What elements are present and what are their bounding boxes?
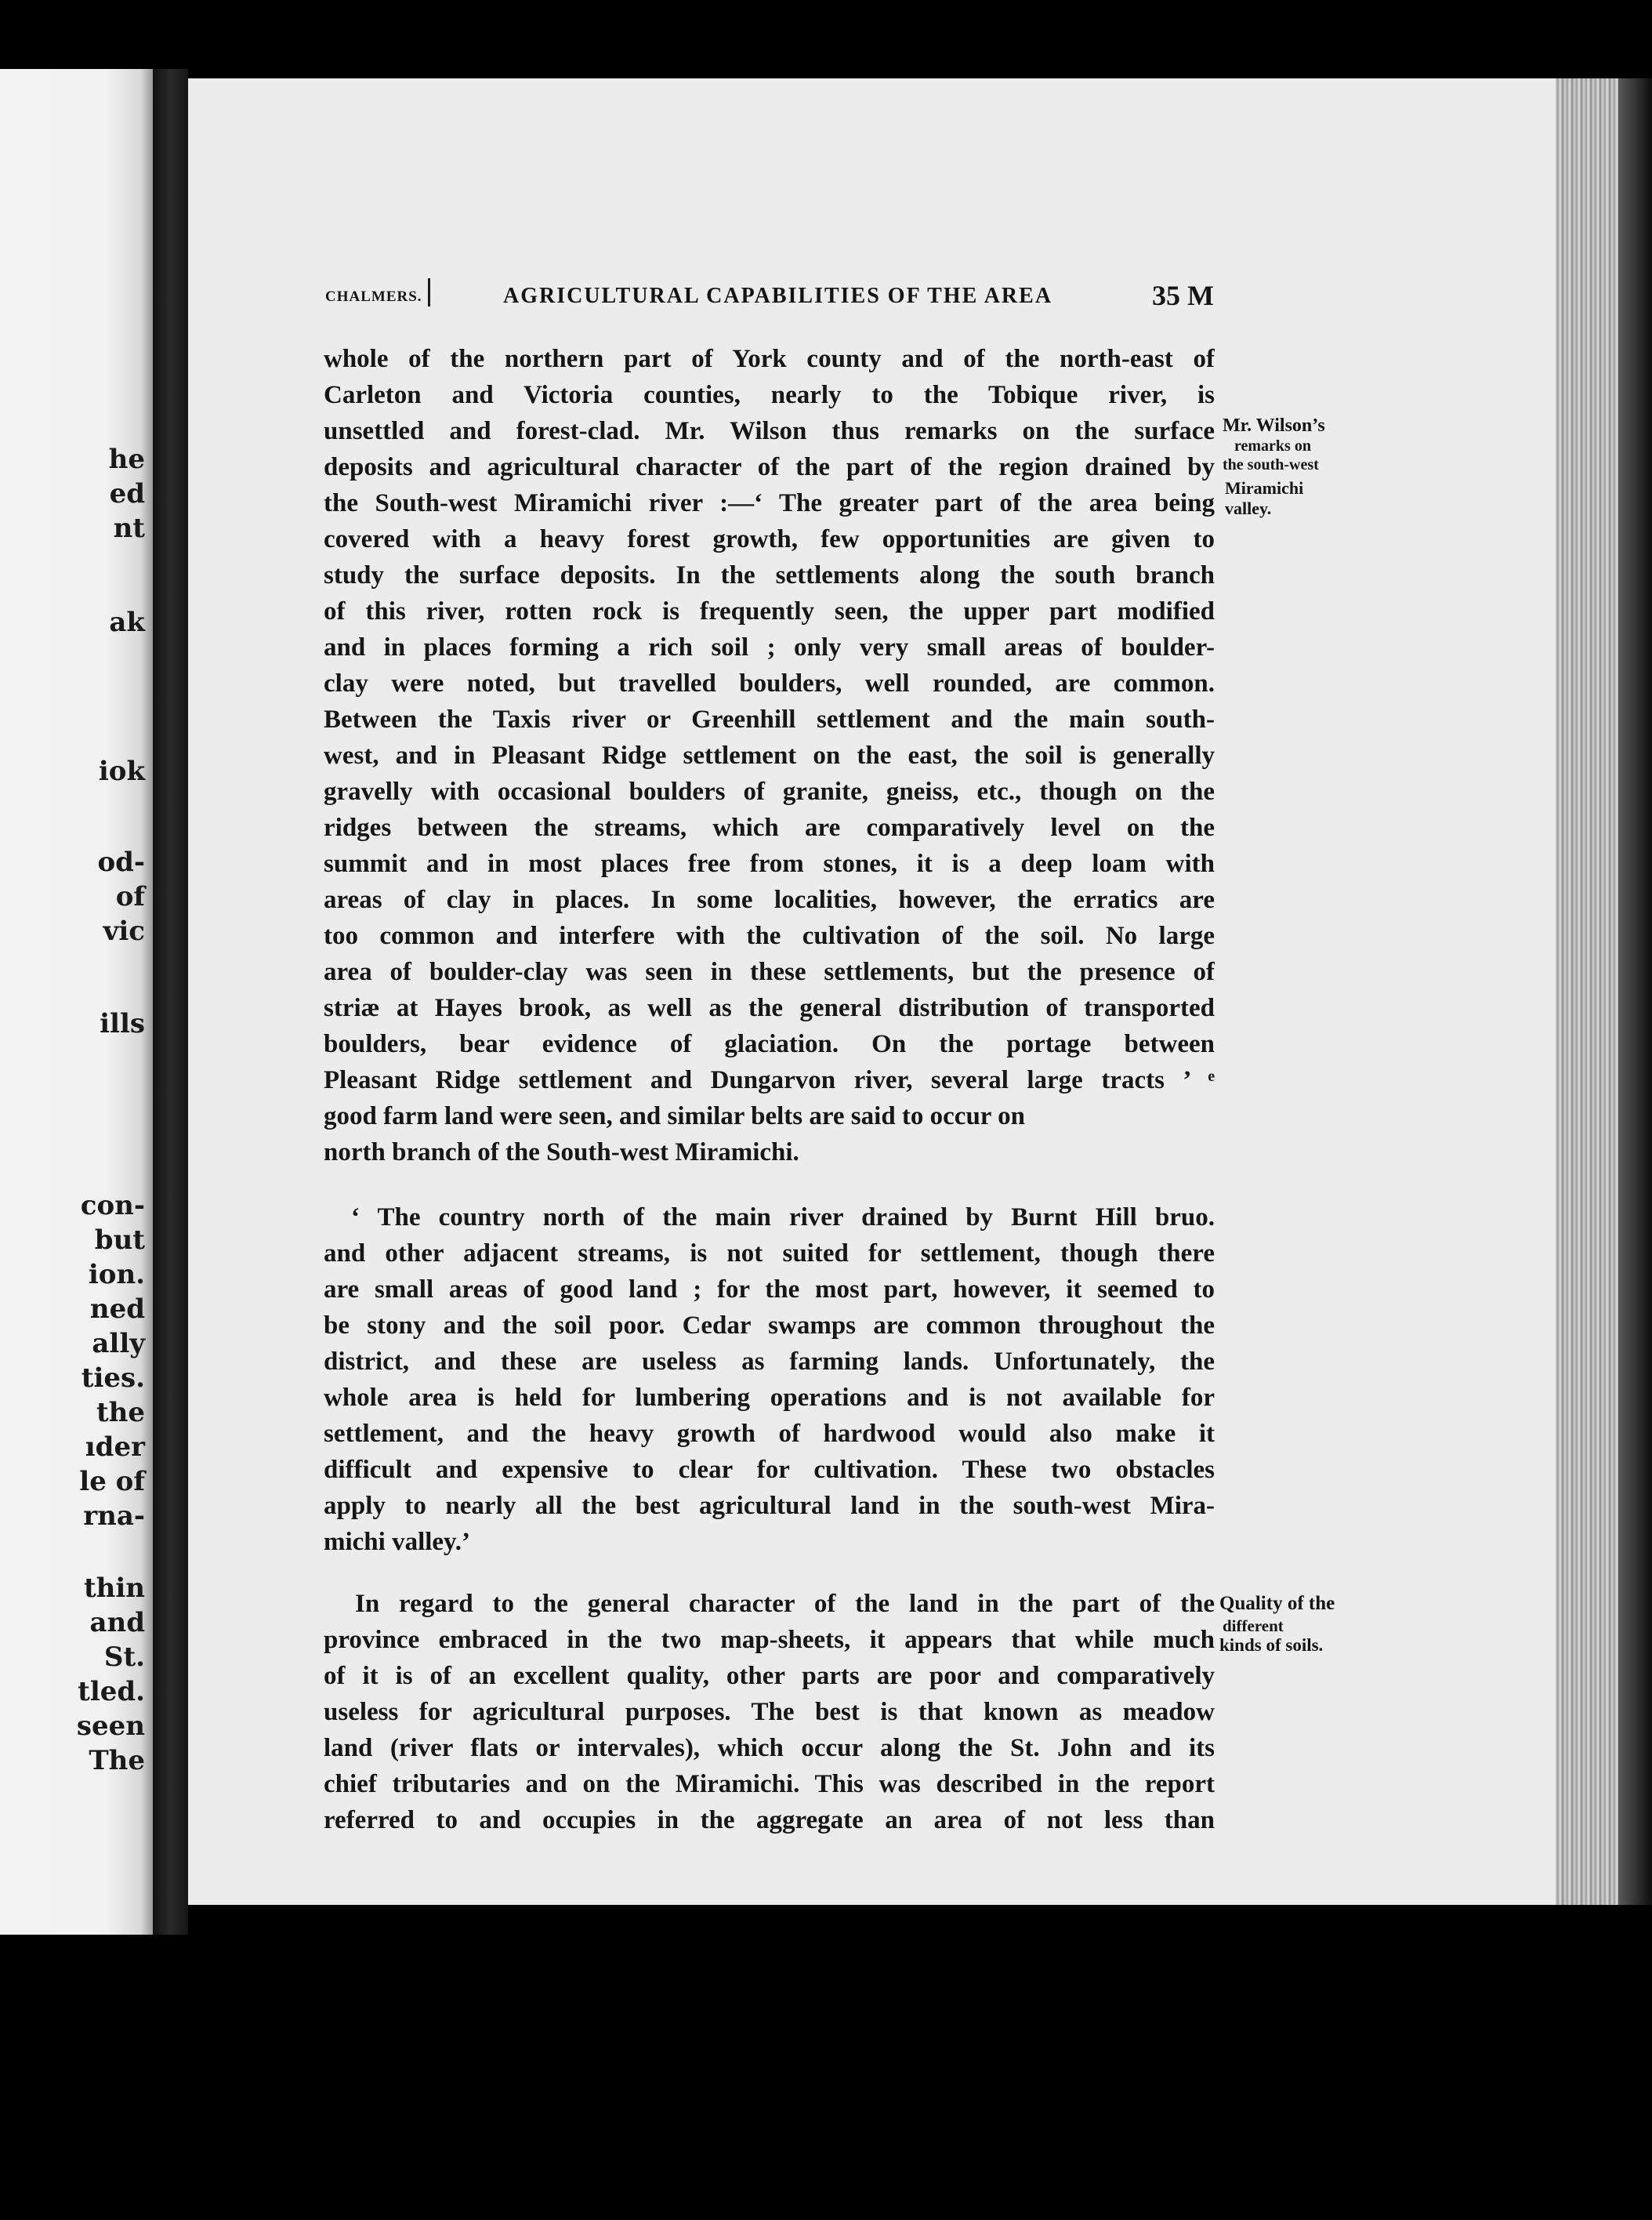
body-line: province embraced in the two map-sheets, it appears that while much [324,1626,1215,1654]
sidenote-line: Mr. Wilson’s [1223,415,1325,436]
left-page-fragment: he [108,444,145,475]
left-page-fragment: ion. [88,1259,145,1290]
body-line: useless for agricultural purposes. The best is that known as meadow [324,1698,1215,1726]
body-line: and in places forming a rich soil ; only very small areas of boulder- [324,633,1215,662]
page-stack-edge [1556,78,1618,1905]
left-page-fragment: The [89,1745,145,1776]
body-line: the South-west Miramichi river :—‘ The greater part of the area being [324,489,1215,517]
left-page-fragment: St. [103,1641,145,1673]
left-page-fragment: ally [92,1328,145,1359]
sidenote-line: different [1223,1616,1284,1635]
body-line: land (river flats or intervales), which occur along the St. John and its [324,1734,1215,1762]
left-page-fragment: vic [103,916,145,947]
body-line: whole of the northern part of York county and of the north-east of [324,345,1215,373]
body-line: of it is of an excellent quality, other parts are poor and comparatively [324,1662,1215,1690]
body-line: areas of clay in places. In some localities, however, the erratics are [324,886,1215,914]
left-page-fragment: thin [83,1572,145,1604]
left-page-fragment: ak [109,607,145,638]
left-page-fragment: nt [113,513,145,544]
left-page-fragment: rna- [83,1500,145,1532]
sidenote-line: the south-west [1223,456,1319,473]
body-line: striæ at Hayes brook, as well as the general distribution of transported [324,994,1215,1022]
body-line: unsettled and forest-clad. Mr. Wilson thus remarks on the surface [324,417,1215,445]
body-line: difficult and expensive to clear for cultivation. These two obstacles [324,1456,1215,1484]
left-page-fragment: ed [109,478,145,510]
body-line: be stony and the soil poor. Cedar swamps are common throughout the [324,1311,1215,1340]
body-line: whole area is held for lumbering operations and is not available for [324,1384,1215,1412]
body-line: referred to and occupies in the aggregate an area of not less than [324,1806,1215,1834]
body-line: apply to nearly all the best agricultural land in the south-west Mira- [324,1492,1215,1520]
body-line: boulders, bear evidence of glaciation. On the portage between [324,1030,1215,1058]
left-page-fragment: seen [76,1710,145,1742]
page-stack-shadow [1618,78,1652,1905]
body-line: north branch of the South-west Miramichi. [324,1138,799,1166]
body-line: In regard to the general character of the land in the part of the [355,1590,1215,1618]
left-page-fragment: con- [80,1190,145,1221]
body-line: Carleton and Victoria counties, nearly to the Tobique river, is [324,381,1215,409]
left-page-fragment: ties. [81,1362,145,1394]
left-page-edge [0,69,153,1935]
body-line: deposits and agricultural character of the part of the region drained by [324,453,1215,481]
left-page-fragment: iok [98,756,145,787]
left-page-fragment: and [89,1607,145,1638]
body-line: covered with a heavy forest growth, few opportunities are given to [324,525,1215,553]
body-line: and other adjacent streams, is not suited for settlement, though there [324,1239,1215,1268]
left-page-fragment: ned [89,1293,145,1325]
sidenote-line: valley. [1225,499,1272,518]
left-page-fragment: od- [97,847,145,878]
book-gutter [153,69,188,1935]
page-number: 35 M [1152,280,1214,311]
left-page-fragment: tled. [78,1676,145,1707]
body-line: too common and interfere with the cultivation of the soil. No large [324,922,1215,950]
running-head-author: CHALMERS. [325,288,422,305]
sidenote-line: kinds of soils. [1219,1635,1324,1655]
body-line: are small areas of good land ; for the most part, however, it seemed to [324,1275,1215,1304]
left-page-fragment: of [115,881,145,912]
left-page-fragment: ıder [85,1431,145,1463]
left-page-fragment: the [96,1397,145,1428]
body-line: summit and in most places free from stones, it is a deep loam with [324,850,1215,878]
sidenote-line: remarks on [1234,437,1311,455]
left-page-fragment: le of [79,1466,145,1497]
body-line: michi valley.’ [324,1528,470,1556]
body-line: chief tributaries and on the Miramichi. This was described in the report [324,1770,1215,1798]
sidenote-line: Quality of the [1219,1593,1335,1614]
left-page-fragment: ills [100,1008,145,1039]
sidenote-line: Miramichi [1225,478,1304,498]
body-line: ‘ The country north of the main river drained by Burnt Hill bruo. [351,1203,1215,1232]
body-line: west, and in Pleasant Ridge settlement on the east, the soil is generally [324,742,1215,770]
body-line: clay were noted, but travelled boulders, well rounded, are common. [324,669,1215,698]
body-line: Between the Taxis river or Greenhill settlement and the main south- [324,706,1215,734]
running-head-bracket [428,278,430,307]
body-line: gravelly with occasional boulders of granite, gneiss, etc., though on the [324,778,1215,806]
left-page-fragment: but [94,1224,145,1256]
body-line: ridges between the streams, which are comparatively level on the [324,814,1215,842]
body-line: settlement, and the heavy growth of hardwood would also make it [324,1420,1215,1448]
body-line: of this river, rotten rock is frequently seen, the upper part modified [324,597,1215,626]
running-head-title: AGRICULTURAL CAPABILITIES OF THE AREA [503,284,1053,308]
body-line: area of boulder-clay was seen in these settlements, but the presence of [324,958,1215,986]
body-line: good farm land were seen, and similar belts are said to occur on [324,1102,1025,1130]
body-line: Pleasant Ridge settlement and Dungarvon river, several large tracts ’ ᵉ [324,1066,1215,1094]
body-line: district, and these are useless as farming lands. Unfortunately, the [324,1348,1215,1376]
body-line: study the surface deposits. In the settlements along the south branch [324,561,1215,589]
